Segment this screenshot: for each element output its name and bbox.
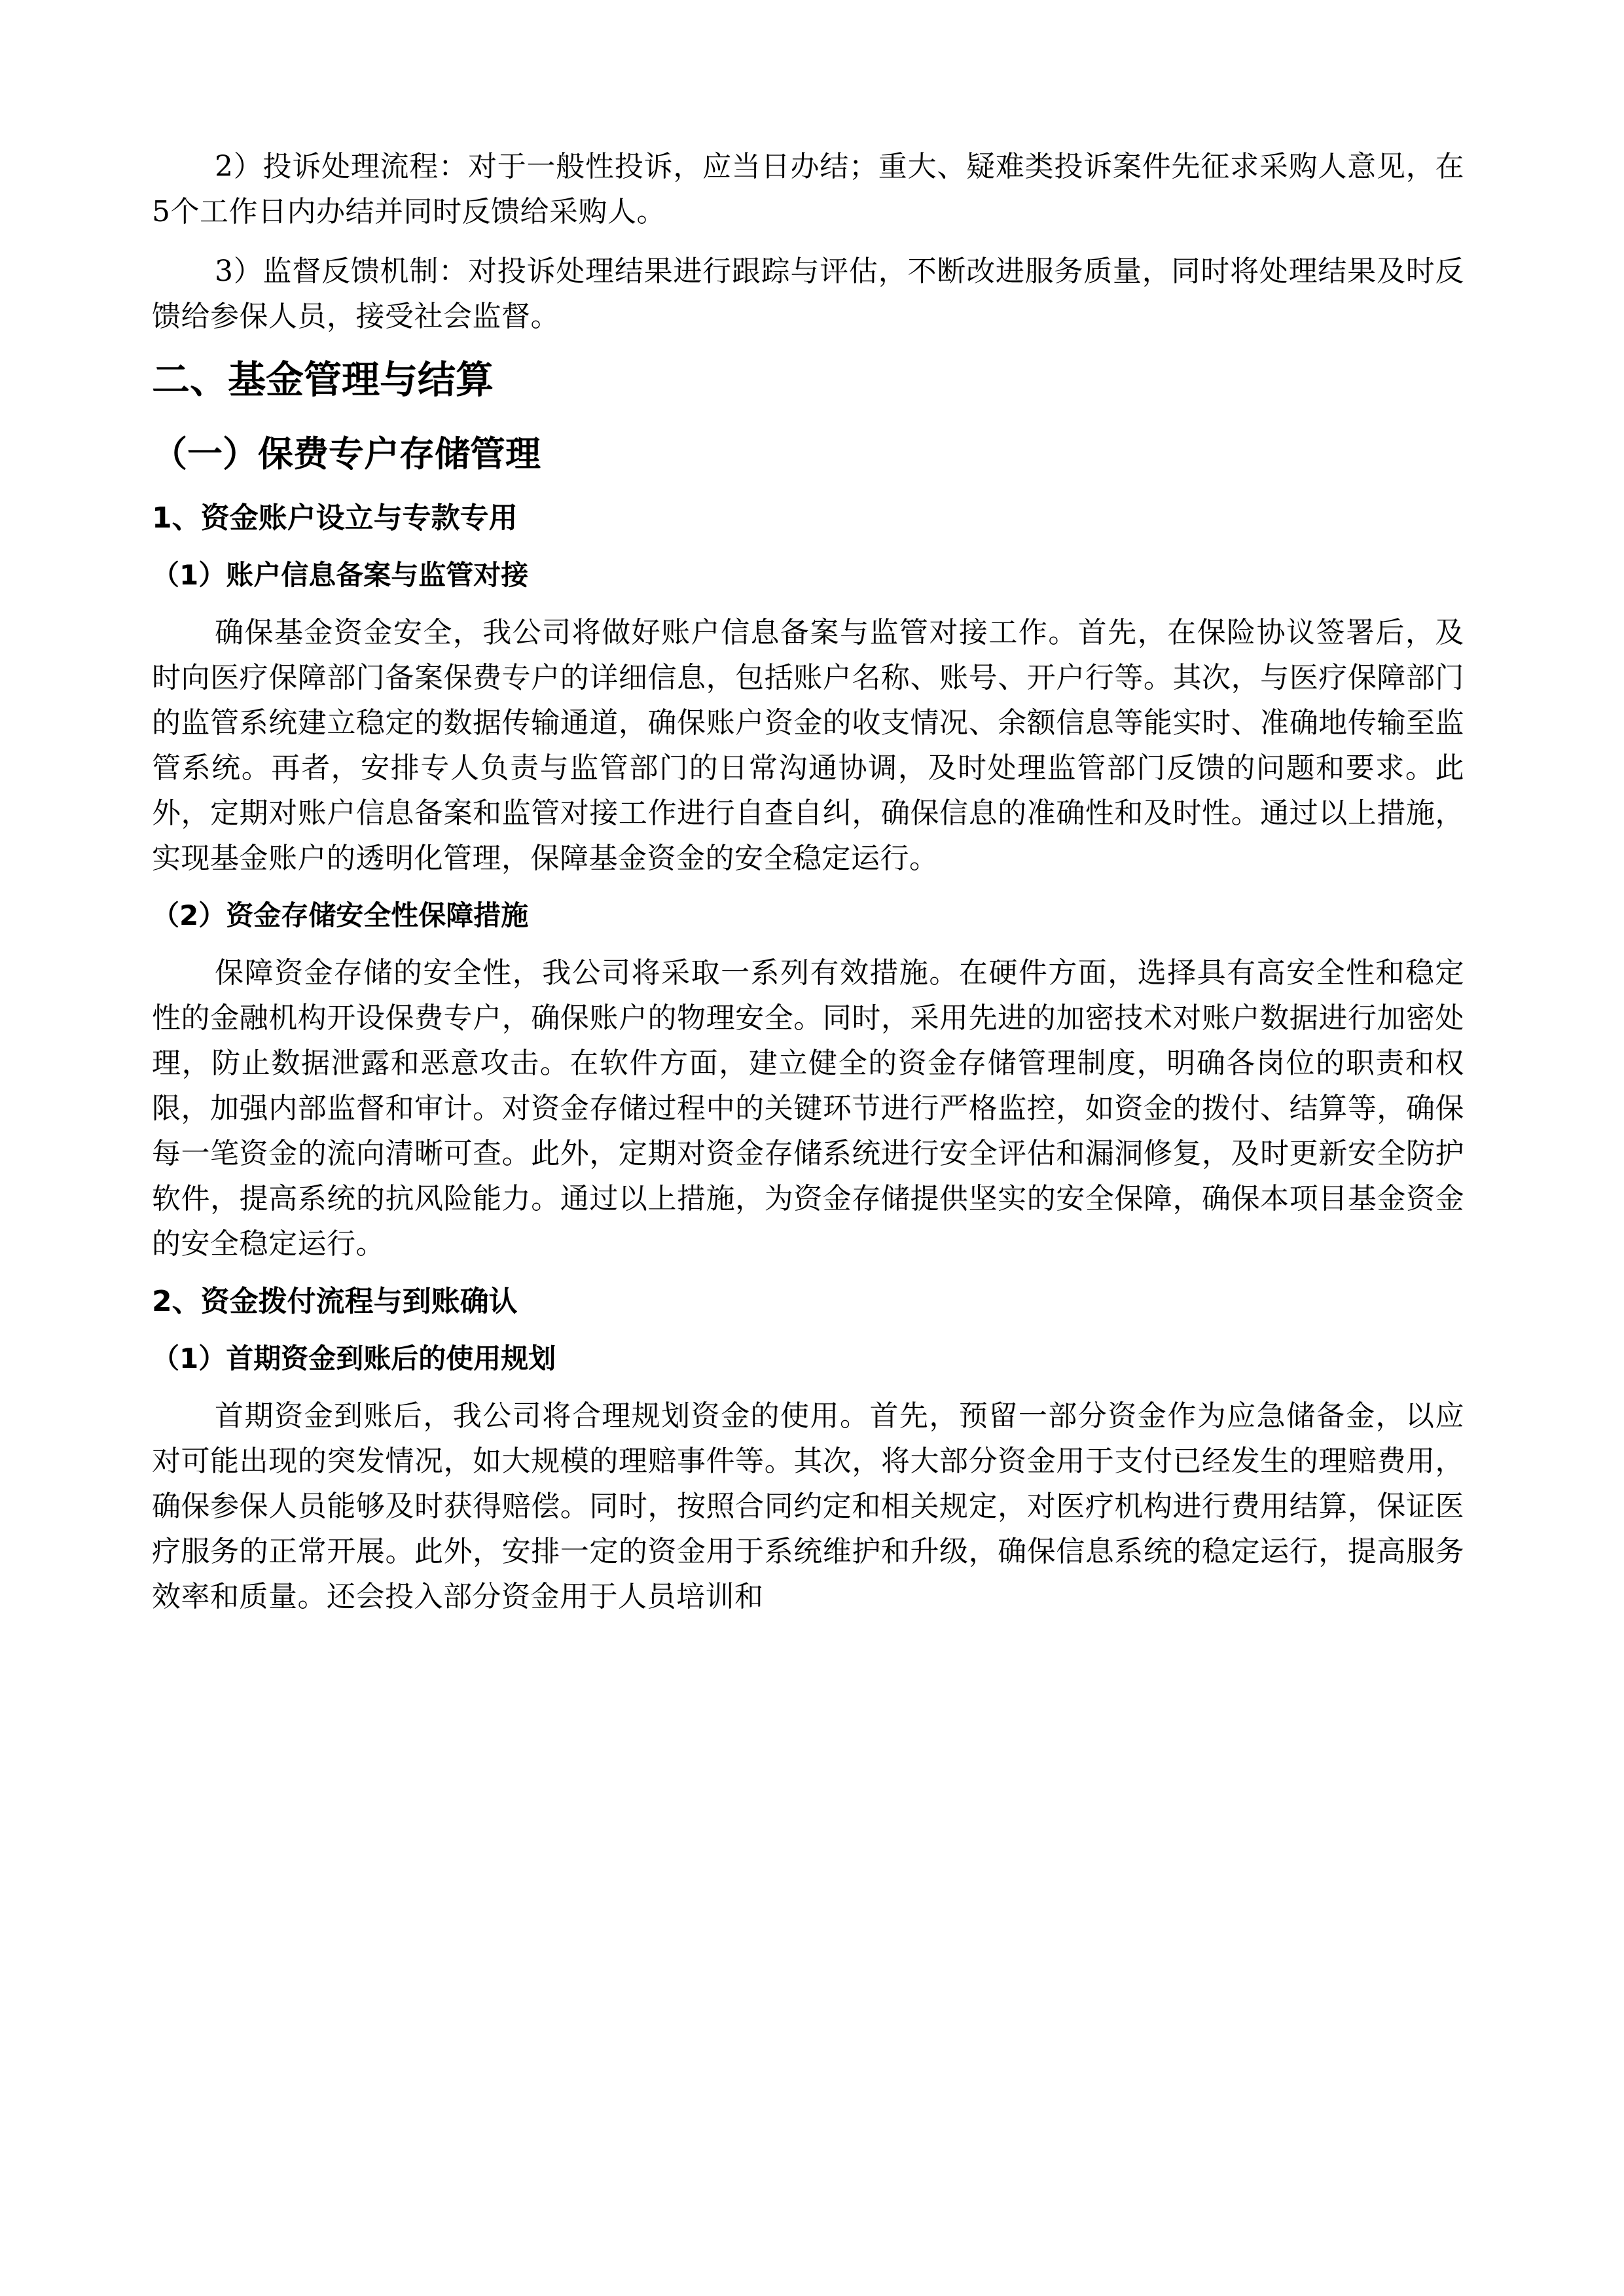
item2-1-heading: （1）首期资金到账后的使用规划	[152, 1342, 556, 1374]
intro-paragraph-complaint-process: 2）投诉处理流程：对于一般性投诉，应当日办结；重大、疑难类投诉案件先征求采购人意见，在5个工作日内办结并同时反馈给采购人。	[152, 150, 1464, 228]
item1-1-heading: （1）账户信息备案与监管对接	[152, 559, 529, 591]
intro-paragraph-feedback-mechanism: 3）监督反馈机制：对投诉处理结果进行跟踪与评估，不断改进服务质量，同时将处理结果及时反馈给参保人员，接受社会监督。	[152, 255, 1464, 333]
document-body	[152, 144, 1464, 1634]
section-heading: 二、基金管理与结算	[152, 357, 494, 402]
item2-1-paragraph: 首期资金到账后，我公司将合理规划资金的使用。首先，预留一部分资金作为应急储备金，以应对可能出现的突发情况，如大规模的理赔事件等。其次，将大部分资金用于支付已经发生的理赔费用，确保参保人员能够及时获得赔偿。同时，按照合同约定和相关规定，对医疗机构进行费用结算，保证医疗服务的正常开展。此外，安排一定的资金用于系统维护和升级，确保信息系统的稳定运行，提高服务效率和质量。还会投入部分资金用于人员培训和	[152, 1399, 1464, 1613]
item2-heading: 2、资金拨付流程与到账确认	[152, 1285, 518, 1318]
item1-heading: 1、资金账户设立与专款专用	[152, 501, 518, 535]
item1-2-heading: （2）资金存储安全性保障措施	[152, 899, 529, 931]
item1-2-paragraph: 保障资金存储的安全性，我公司将采取一系列有效措施。在硬件方面，选择具有高安全性和稳定性的金融机构开设保费专户，确保账户的物理安全。同时，采用先进的加密技术对账户数据进行加密处理，防止数据泄露和恶意攻击。在软件方面，建立健全的资金存储管理制度，明确各岗位的职责和权限，加强内部监督和审计。对资金存储过程中的关键环节进行严格监控，如资金的拨付、结算等，确保每一笔资金的流向清晰可查。此外，定期对资金存储系统进行安全评估和漏洞修复，及时更新安全防护软件，提高系统的抗风险能力。通过以上措施，为资金存储提供坚实的安全保障，确保本项目基金资金的安全稳定运行。	[152, 956, 1464, 1261]
item1-1-paragraph: 确保基金资金安全，我公司将做好账户信息备案与监管对接工作。首先，在保险协议签署后，及时向医疗保障部门备案保费专户的详细信息，包括账户名称、账号、开户行等。其次，与医疗保障部门的监管系统建立稳定的数据传输通道，确保账户资金的收支情况、余额信息等能实时、准确地传输至监管系统。再者，安排专人负责与监管部门的日常沟通协调，及时处理监管部门反馈的问题和要求。此外，定期对账户信息备案和监管对接工作进行自查自纠，确保信息的准确性和及时性。通过以上措施，实现基金账户的透明化管理，保障基金资金的安全稳定运行。	[152, 616, 1464, 875]
subsection-heading: （一）保费专户存储管理	[152, 433, 541, 475]
